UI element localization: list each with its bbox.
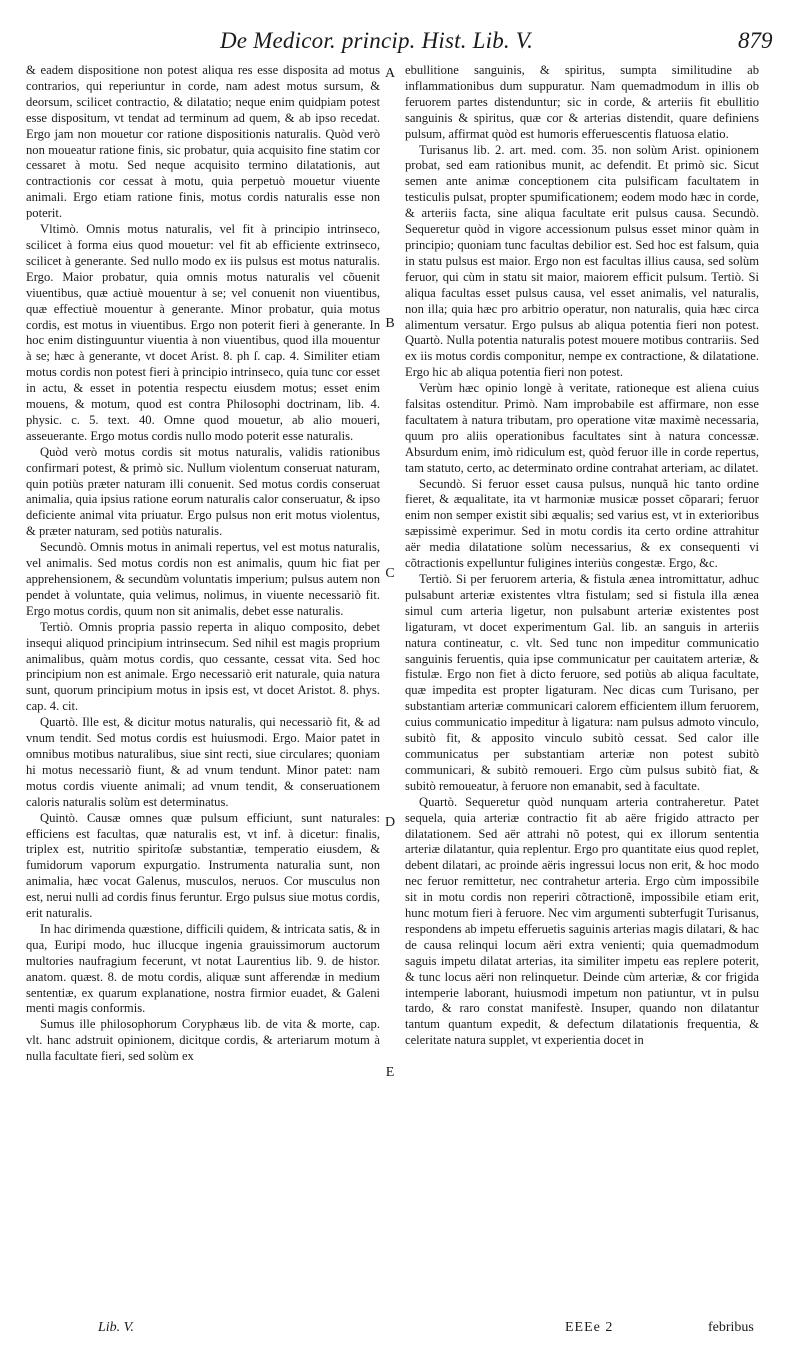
running-head: De Medicor. princip. Hist. Lib. V.: [220, 28, 534, 53]
page-number: 879: [738, 28, 773, 53]
paragraph: Turisanus lib. 2. art. med. com. 35. non solùm Arist. opinionem probat, sed eam rationibus munit, ac defendit. Et primò sic. Sicut semen ante animæ conceptionem cita pulsificam facultatem in testiculis pulsat, propter spumificationem; eodem modo hæc in corde, & arteriis facta, sine aliqua facultate erit pulsus causa. Secundò. Sequeretur quòd in vigore accessionum pulsus esset minor quàm in principio; quoniam tunc facultas debilior est. Sed hoc est falsum, quia in statu pulsus est maior. Ergo non est facultas illius causa, sed solùm feruor, qui cùm in statu sit maior, maiorem efficit pulsum. Tertiò. Si aliqua facultas esset pulsus causa, vel esset animalis, vel naturalis, non illa; quia hæc pro arbitrio operatur, non naturalis, quia hæc circa alimentum versatur. Ergo pulsus ab aliqua potentia fieri non potest. Quartò. Nulla potentia naturalis potest mouere motibus contrariis. Sed ex iis motus cordis componitur, nempe ex contractione, & dilatatione. Ergo hic ab aliqua potentia fieri non potest.: [405, 142, 759, 380]
margin-letter-d: D: [384, 815, 396, 830]
paragraph: Quintò. Causæ omnes quæ pulsum efficiunt, sunt naturales: efficiens est facultas, quæ naturalis est, vt inf. à dicetur: finalis, triplex est, nutritio spiritoſæ substantiæ, temperatio eiusdem, & fumidorum vaporum expurgatio. Instrumenta naturalia sunt, non animalia, hæc vocat Galenus, musculos, neruos. Cor musculus non est, nerui nulli ad cordis finus feruntur. Ergo pulsus siue motus cordis, erit naturalis.: [26, 810, 380, 921]
margin-letter-e: E: [385, 1065, 395, 1080]
left-column: [26, 63, 380, 1318]
footer-signature: EEEe 2: [565, 1320, 614, 1335]
paragraph: ebullitione sanguinis, & spiritus, sumpta similitudine ab inflammationibus dum suppuratur. Nam quemadmodum in illis ob feruorem partes distenduntur; sic in corde, & arteriis fit ebullitio sanguinis & spiritus, quæ cor & arterias distendit, quare definiens pulsum, affirmat quòd est humoris efferuescentis flatuosa elatio.: [405, 63, 759, 141]
paragraph: In hac dirimenda quæstione, difficili quidem, & intricata satis, & in qua, Euripi modo, huc illucque ingenia grauissimorum auctorum multories naufragium fecerunt, vt notat Laurentius lib. 9. de histor. anatom. quæst. 8. de motu cordis, aliquæ sunt afferendæ in medium sententiæ, ex quarum explanatione, nostra firmior euadet, & Galeni menti magis conformis.: [26, 921, 380, 1016]
paragraph: Vltimò. Omnis motus naturalis, vel fit à principio intrinseco, scilicet à forma eius quod mouetur: vel fit ab efficiente extrinseco, scilicet à generante. Sed nullo modo ex iis pulsus est motus naturalis. Ergo. Maior probatur, quia omnis motus naturalis vel cõuenit viuentibus, quæ actiuè mouentur à se; vel conuenit non viuentibus, quæ effectiuè mouentur à generante. Minor probatur, quia motus cordis, est motus in viuentibus. Ergo non poterit fieri à generante. In hoc enim distinguuntur viuentia à non viuentibus, quod illa mouentur à se; hæc à generante, vt docet Arist. 8. ph ſ. cap. 4. Similiter etiam motus cordis non potest fieri à principio intrinseco, quia tunc cor esset in actu, & esset in potentia respectu eiusdem motus; esset enim mouens, & motum, quod est contra Philosophi doctrinam, lib. 4. physic. c. 5. text. 40. Omne quod mouetur, ab alio moueri, asseuerante. Ergo motus cordis nullo modo poterit esse naturalis.: [26, 222, 380, 443]
paragraph: Quòd verò motus cordis sit motus naturalis, validis rationibus confirmari potest, & primò sic. Nullum violentum conseruat naturam, quin potiùs præter naturam illi conuenit. Sed motus cordis conseruat animalia, quia ipsius ratione eorum naturalis calor conseruatur, & ipso deficiente animal vita priuatur. Ergo pulsus non erit motus violentus, & præter naturam, sed potiùs naturalis.: [26, 444, 380, 539]
paragraph: Secundò. Omnis motus in animali repertus, vel est motus naturalis, vel animalis. Sed motus cordis non est animalis, quum hic fiat per apprehensionem, & secundùm voluntatis imperium; pulsus autem non pendet à voluntate, quia velimus, nolimus, in viuente necessariò fit. Ergo motus cordis, quum non sit animalis, debet esse naturalis.: [26, 540, 380, 618]
paragraph: Sumus ille philosophorum Coryphæus lib. de vita & morte, cap. vlt. hanc adstruit opinionem, dicitque cordis, & arteriarum motum à nulla facultate fieri, sed solùm ex: [26, 1017, 380, 1064]
margin-letter-b: B: [385, 316, 395, 331]
margin-letter-c: C: [385, 566, 395, 581]
paragraph: Secundò. Si feruor esset causa pulsus, nunquã hic tanto ordine fieret, & æqualitate, ita vt harmoniæ musicæ posset cõparari; feruor enim non semper existit sibi æqualis; sed varius est, vt in exterioribus sæpissimè experimur. Sed in motu cordis ita certo ordine attrahitur aër media dilatatione solùm necessarius, & ex consequenti vi cõtractionis expelluntur fuligines interiùs congestæ. Ergo, &c.: [405, 476, 759, 571]
paragraph: Quartò. Sequeretur quòd nunquam arteria contraheretur. Patet sequela, quia arteriæ contractio fit ab aëre frigido attracto per dilatationem. Sed aër attrahi nõ potest, qui ex illorum sententia arteriæ dilatantur, quia replentur. Ergo pro quantitate eius quod replet, debent dilatari, ac proinde aëris ingressui locus non erit, & hoc modo nec feruor remittetur, nec contrahetur arteria. Ergo cùm impossibile sit in motu cordis non reperiri cõtractionẽ, impossibile etiam erit, hunc motum fieri à feruore. Nec vim argumenti subterfugit Turisanus, respondens ab impetu efferuetis saguinis arterias magis dilatari, & hac de causa relinqui locum aëri extra venienti; quia quemadmodum saguis impetu dilatat arterias, ita similiter impetu eas replere poterit, & tunc locus aëri non relinquetur. Deinde cùm arteriæ, & cor frigida intemperie laborant, huiusmodi impetum non patiuntur, vt in pulsu tardo, & raro constat manifestè. Insuper, quando non dilatantur tantum quantum expedit, & defectum dilatationis frequentia, & celeritate natura supplet, vt experientia docet in: [405, 794, 759, 1048]
margin-letter-a: A: [384, 66, 396, 81]
paragraph: Quartò. Ille est, & dicitur motus naturalis, qui necessariò fit, & ad vnum tendit. Sed motus cordis est huiusmodi. Ergo. Maior patet in omnibus motibus naturalibus, siue sint recti, siue circulares; quoniam hi motus necessariò fiunt, & ad vnum tendunt. Minor patet: nam motus cordis viuente animali; ad vnum tendit, & conseruationem caloris naturalis solùm est determinatus.: [26, 715, 380, 809]
footer-book-label: Lib. V.: [98, 1320, 134, 1335]
paragraph: Verùm hæc opinio longè à veritate, rationeque est aliena cuius falsitas ostenditur. Primò. Nam improbabile est affirmare, non esse facultatem à natura tributam, pro operatione vitæ maximè necessaria, quum pro aliis operationibus facultates sint à natura concessæ. Absurdum enim, imò ridiculum est, quòd feruor ille in corde repertus, tam statuto, certo, ac determinato ordine contrahat arteriam, ac dilatet.: [405, 381, 759, 475]
paragraph: Tertiò. Omnis propria passio reperta in aliquo composito, debet insequi aliquod principium intrinsecum. Sed nihil est magis proprium animalibus, quàm motus cordis, quo cessante, cessat vita. Sed hoc principium non est animale. Ergo necessariò erit naturale, quia natura sunt, quorum principium motus in ipsis est, vt docet Aristot. 8. phys. cap. 4. cit.: [26, 619, 380, 714]
paragraph: Tertiò. Si per feruorem arteria, & fistula ænea intromittatur, adhuc pulsabunt arteriæ existentes vltra fistulam; sed si fistula illa ænea simul cum arteria ligetur, non pulsabunt arteriæ existentes post ligaturam, vt docet experimentum Gal. lib. an sanguis in arteriis natura contineatur, c. vlt. Sed tunc non impeditur communicatio sanguinis feruentis, quia ipse communicatur per cauitatem arteriæ, & fistulæ. Ergo non fiet à dicto feruore, sed potiùs ab aliqua facultate, quæ impedita est propter ligaturam. Nec dicas cum Turisano, per substantiam arteriæ communicari calorem efficientem illum feruorem, cuius communicatio impeditur à ligatura: nam pulsus admoto vinculo, subitò fit, & apposito vinculo subitò cessat. Sed calor ille communicatus per substantiam arteriæ non potest subitò communicari, & subitò remoueri. Ergo cùm pulsus subitò fiat, & subitò remoueatur, à feruore non emanabit, sed à facultate.: [405, 572, 759, 793]
footer-catchword: febribus: [708, 1320, 754, 1335]
paragraph: & eadem dispositione non potest aliqua res esse disposita ad motus contrarios, qui reperiuntur in corde, nam adest motus sursum, & deorsum, scilicet contractio, & dilatatio; neque enim quidpiam potest esse dispositum, vt tendat ad terminum ad quem, & ab ipso recedat. Ergo jam non mouetur cor ratione dispositionis naturalis. Quòd verò non moueatur ratione finis, sic probatur, quia acquisito fine statim cor cessaret à motu. Sed neque acquisito termino dilatationis, aut contractionis cor cessat à motu, quia perpetuò mouetur viuente animali. Ergo etiam ratione finis, motus cordis naturalis esse non poterit.: [26, 63, 380, 221]
right-column: [405, 63, 759, 1318]
